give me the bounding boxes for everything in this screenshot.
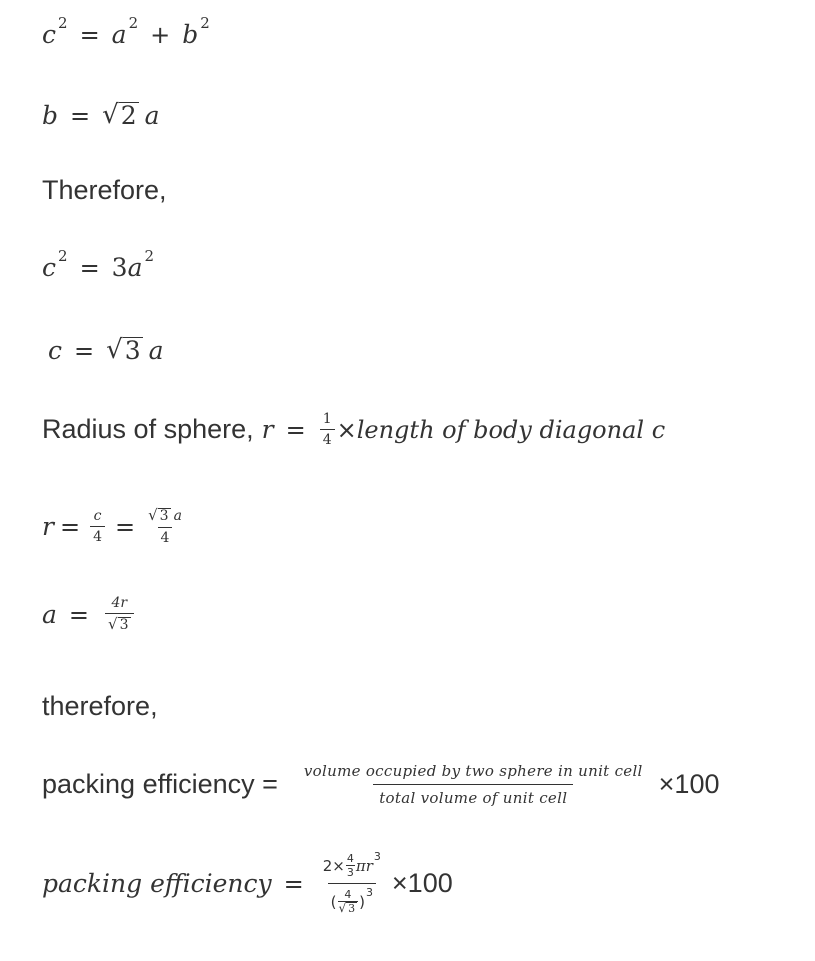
numerator: 4r: [111, 595, 128, 611]
open-paren: (: [330, 892, 337, 911]
paragraph-text: Radius of sphere,: [42, 414, 254, 444]
equation-packing-efficiency-definition: [42, 762, 719, 807]
times-hundred: ×100: [658, 769, 720, 799]
var-a: a: [127, 253, 143, 282]
radicand: 3: [159, 508, 169, 524]
var-a: a: [144, 101, 160, 130]
pi-r: πr: [355, 856, 373, 875]
equation-radius-definition: [42, 411, 665, 448]
coefficient: 3: [111, 253, 128, 282]
times-hundred: ×100: [391, 868, 453, 898]
equals-sign: =: [285, 415, 306, 444]
exponent: 2: [58, 246, 68, 265]
equation-packing-efficiency-substituted: [42, 852, 453, 915]
denominator: [338, 901, 359, 915]
fraction-four-thirds: [346, 852, 355, 879]
fraction-4r-over-root3: [105, 595, 133, 634]
equals-sign: =: [283, 869, 304, 898]
equals-sign: =: [114, 512, 136, 541]
equals-sign: =: [68, 600, 90, 629]
equals-sign: =: [59, 512, 81, 541]
denominator: 4: [320, 429, 335, 448]
fraction-root3a-over-4: [145, 507, 185, 546]
var-a: a: [173, 508, 182, 524]
denominator: total volume of unit cell: [373, 784, 573, 807]
equation-radius-in-terms-of-a: [42, 507, 189, 546]
square-root: [148, 508, 170, 524]
fraction-c-over-4: [90, 508, 105, 545]
exponent: 2: [58, 13, 68, 32]
equation-c-squared: [42, 246, 155, 282]
fraction-packing-efficiency: [320, 852, 384, 915]
square-root: [106, 334, 142, 365]
exponent: 2: [200, 13, 210, 32]
var-c: c: [42, 20, 57, 49]
radicand: 2: [120, 100, 137, 130]
coefficient: 2×: [322, 856, 345, 875]
times-sign: ×: [336, 415, 357, 444]
exponent: 2: [144, 246, 155, 265]
square-root: [339, 902, 358, 915]
equals-sign: =: [79, 253, 100, 282]
var-c: c: [42, 253, 57, 282]
equation-face-diagonal: [42, 101, 160, 130]
fraction-4-over-root3: [338, 888, 359, 915]
equation-pythagoras-cube: [42, 13, 210, 49]
square-root: [102, 99, 138, 130]
equation-body-diagonal: [48, 336, 164, 365]
denominator: 4: [158, 527, 173, 546]
radical-sign: √: [108, 615, 118, 633]
close-paren: ): [359, 892, 366, 911]
numerator: [145, 507, 185, 527]
var-b: b: [42, 101, 59, 130]
exponent: 3: [366, 886, 374, 899]
radicand: 3: [119, 617, 129, 633]
fraction-one-quarter: [320, 411, 335, 448]
var-r: r: [261, 415, 274, 444]
equation-a-in-terms-of-r: [42, 595, 138, 634]
denominator: [105, 613, 133, 634]
numerator: volume occupied by two sphere in unit cell: [303, 762, 643, 780]
var-r: r: [42, 512, 54, 541]
radical-sign: √: [102, 99, 119, 130]
radicand: 3: [124, 335, 141, 365]
numerator: [320, 852, 384, 883]
equals-sign: =: [74, 336, 95, 365]
radicand: 3: [348, 902, 356, 915]
var-c: c: [48, 336, 63, 365]
var-a: a: [148, 336, 164, 365]
radical-sign: √: [106, 334, 123, 365]
paragraph-text: therefore,: [42, 691, 158, 721]
plus-sign: +: [150, 20, 171, 49]
packing-efficiency-label: packing efficiency: [42, 869, 272, 898]
var-a: a: [111, 20, 127, 49]
length-of-body-diagonal: length of body diagonal c: [356, 415, 666, 444]
paragraph-text: Therefore,: [42, 175, 167, 205]
equals-sign: =: [79, 20, 100, 49]
var-b: b: [182, 20, 199, 49]
denominator: [328, 883, 376, 915]
var-a: a: [42, 600, 57, 629]
fraction-volume-ratio: [298, 762, 649, 807]
numerator: 4: [346, 852, 354, 865]
equals-sign: =: [70, 101, 91, 130]
numerator: 4: [344, 888, 352, 901]
radical-sign: √: [148, 506, 158, 524]
radical-sign: √: [338, 901, 347, 915]
numerator: 1: [322, 411, 332, 427]
exponent: 2: [128, 13, 139, 32]
paragraph-text: packing efficiency =: [42, 769, 278, 799]
denominator: 3: [346, 866, 354, 879]
numerator: c: [93, 508, 102, 524]
text-therefore: [42, 175, 167, 206]
denominator: 4: [90, 526, 105, 545]
square-root: [108, 617, 130, 633]
exponent: 3: [373, 850, 381, 863]
text-therefore-lower: [42, 691, 158, 722]
